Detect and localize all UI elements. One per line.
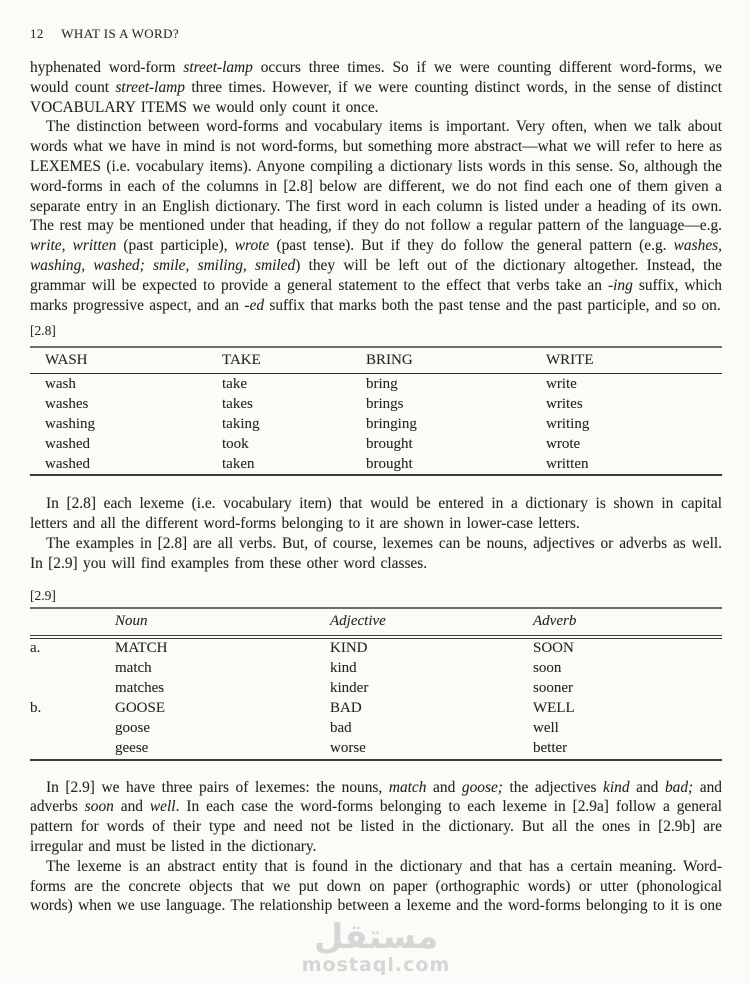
table-cell: a. — [30, 640, 41, 657]
table-cell: brings — [366, 395, 404, 412]
paragraph-6 — [30, 857, 722, 916]
text-run: washes, washing, washed; smile, smiling, smiled — [30, 237, 722, 274]
text-run: The lexeme is an abstract entity that is found in the dictionary and that has a certain meaning. Word-forms are the concrete objects that we put down on paper (orthographic words) or utter (phonological words) when we use language. The relationship between a lexeme and the word-forms belonging to it is one — [30, 857, 722, 915]
text-run: In [2.9] we have three pairs of lexemes: the nouns, — [46, 778, 389, 796]
table-header-cell: TAKE — [222, 352, 261, 369]
table-cell: kinder — [330, 680, 369, 697]
table-cell: takes — [222, 395, 253, 412]
example-table-2-9 — [30, 607, 722, 761]
text-run: write, written — [30, 237, 117, 255]
table-cell: goose — [115, 720, 150, 737]
table-cell: write — [546, 375, 577, 392]
text-run: and adverbs — [30, 778, 722, 816]
table-cell: KIND — [330, 640, 368, 657]
table-cell: bad — [330, 720, 352, 737]
text-run: match — [388, 778, 427, 796]
text-run: The examples in [2.8] are all verbs. But, of course, lexemes can be nouns, adjectives or adverbs as well. In [2.9] you will find examples from these other word classes. — [30, 534, 722, 572]
text-run: the adjectives — [502, 778, 604, 796]
paragraph-4 — [30, 534, 722, 574]
text-run: (past tense). But if they do follow the general pattern (e.g. — [269, 237, 674, 255]
text-run: occurs three times. So if we were counting different word-forms, we would count — [30, 59, 722, 96]
table-cell: bringing — [366, 415, 417, 432]
table-header-row — [30, 348, 722, 373]
text-run: kind — [603, 778, 630, 796]
text-run: In [2.8] each lexeme (i.e. vocabulary item) that would be entered in a dictionary is shown in capital letters and all the different word-forms belonging to it are shown in lower-case letters. — [30, 495, 722, 533]
table-header-cell: WRITE — [546, 352, 594, 369]
table-cell: b. — [30, 700, 42, 717]
table-cell: taking — [222, 415, 260, 432]
text-run: bad; — [664, 778, 694, 796]
paragraph-5 — [30, 778, 722, 857]
table-cell: washing — [45, 415, 95, 432]
table-cell: writes — [546, 395, 583, 412]
text-run: -ing — [607, 276, 633, 294]
table-row — [30, 679, 722, 699]
text-run: street-lamp — [115, 78, 185, 96]
table-cell: sooner — [533, 680, 573, 697]
table-header-cell: Noun — [115, 613, 148, 630]
table-cell: geese — [115, 740, 149, 757]
text-run: wrote — [234, 237, 270, 255]
table-cell: brought — [366, 435, 413, 452]
paragraph-2 — [30, 117, 722, 315]
table-cell: WELL — [533, 700, 575, 717]
page-number: 12 — [30, 26, 44, 41]
table-row — [30, 699, 722, 719]
table-row — [30, 454, 722, 474]
table-header-row — [30, 609, 722, 635]
text-run: goose; — [461, 778, 503, 796]
table-row — [30, 414, 722, 434]
table-body — [30, 374, 722, 474]
table-cell: bring — [366, 375, 398, 392]
text-run: suffix, which marks progressive aspect, and an — [30, 276, 722, 314]
table-cell: SOON — [533, 640, 574, 657]
table-header-cell: BRING — [366, 352, 413, 369]
text-run: three times. However, if we were counting distinct words, in the sense of distinct VOCABULARY ITEMS we would only count it once. — [30, 78, 722, 116]
table-cell: soon — [533, 660, 562, 677]
table-row — [30, 394, 722, 414]
text-run: street-lamp — [183, 59, 253, 76]
text-run: and — [113, 798, 150, 816]
table-row — [30, 719, 722, 739]
text-run: . In each case the word-forms belonging to each lexeme in [2.9a] follow a general pattern for words of their type and need not be listed in the dictionary. But all the ones in [2.9b] are irregular and must be listed in the dictionary. — [30, 798, 722, 855]
text-run: suffix that marks both the past tense and the past participle, and so on. — [264, 296, 721, 314]
text-run: (past participle), — [116, 237, 235, 255]
table-cell: written — [546, 455, 589, 472]
table-cell: taken — [222, 455, 255, 472]
watermark — [30, 917, 722, 977]
table-cell: washed — [45, 455, 90, 472]
table-cell: kind — [330, 660, 357, 677]
table-row — [30, 739, 722, 759]
table-cell: washes — [45, 395, 89, 412]
table-cell: matches — [115, 680, 165, 697]
example-number-label-2-8: [2.8] — [30, 323, 56, 339]
running-header — [30, 26, 722, 42]
table-cell: took — [222, 435, 249, 452]
text-run: well — [149, 798, 176, 816]
chapter-title: WHAT IS A WORD? — [61, 26, 180, 41]
table-cell: MATCH — [115, 640, 168, 657]
table-cell: match — [115, 660, 152, 677]
text-run: hyphenated word-form — [30, 59, 184, 76]
table-cell: well — [533, 720, 559, 737]
text-run: -ed — [244, 296, 265, 314]
watermark-arabic-logo: مستقل — [313, 917, 439, 958]
table-cell: GOOSE — [115, 700, 166, 717]
text-run: The distinction between word-forms and vocabulary items is important. Very often, when we talk about words what we have in mind is not word-forms, but something more abstract—what we will refer to here as LEXEMES (i.e. vocabulary items). Anyone compiling a dictionary lists words in this sense. So, although the word-forms in each of the columns in [2.8] below are different, we do not find each one of them given a separate entry in an English dictionary. The first word in each column is listed under a heading of its own. The rest may be mentioned under that heading, if they do not follow a regular pattern of the language—e.g. — [30, 118, 722, 235]
table-body — [30, 639, 722, 759]
table-row — [30, 639, 722, 659]
example-table-2-8 — [30, 346, 722, 476]
table-cell: BAD — [330, 700, 362, 717]
table-cell: brought — [366, 455, 413, 472]
paragraph-1 — [30, 58, 722, 117]
table-cell: wrote — [546, 435, 581, 452]
table-cell: washed — [45, 435, 90, 452]
table-cell: better — [533, 740, 568, 757]
text-run: and — [426, 778, 462, 796]
text-run: soon — [84, 798, 114, 816]
table-cell: writing — [546, 415, 590, 432]
watermark-domain-text: mostaql.com — [301, 954, 451, 977]
table-header-cell: WASH — [45, 352, 88, 369]
example-number-label-2-9: [2.9] — [30, 587, 56, 603]
table-header-cell: Adjective — [330, 613, 386, 630]
text-run: ) they will be left out of the dictionary altogether. Instead, the grammar will be expected to provide a general statement to the effect that verbs take an — [30, 256, 722, 294]
table-row — [30, 434, 722, 454]
table-row — [30, 374, 722, 394]
table-cell: wash — [45, 375, 76, 392]
paragraph-3 — [30, 494, 722, 534]
table-cell: worse — [330, 740, 366, 757]
table-header-cell: Adverb — [533, 613, 577, 630]
text-run: and — [629, 778, 665, 796]
table-row — [30, 659, 722, 679]
table-cell: take — [222, 375, 247, 392]
